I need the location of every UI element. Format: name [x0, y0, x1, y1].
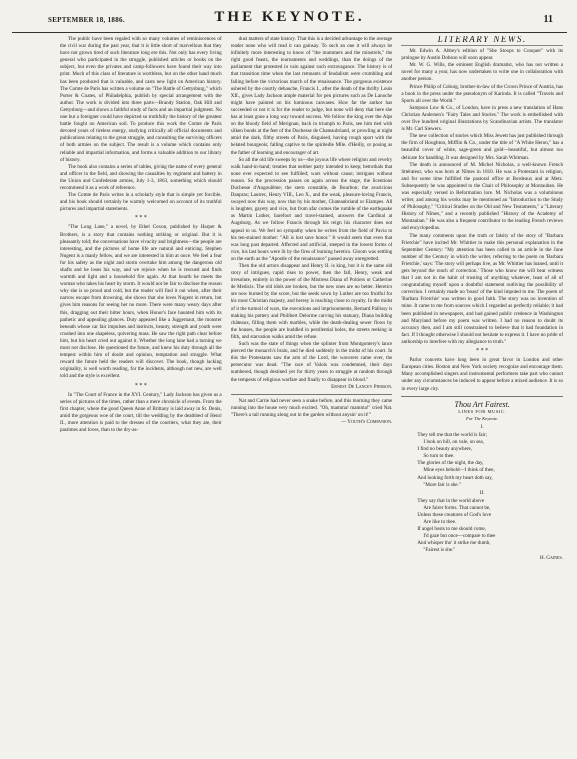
- poem-line: So turn to thee.: [423, 453, 455, 460]
- paragraph: "The Long Lane," a novel, by Ethel Coxon, published by Harper & Brothers, is a story that contains nothing striking or original. But it is pleasantly told; the conversations have vivacity and brightness—the people are interesting, and the pictures of home life are natural and enticing. Stephen Nugent is a manly fellow, and we are interested in him at once. We feel a fear for his safety as the night and storm overtake him among the dangerous old shafts and he loses his way, and we rejoice when he is rescued and finds warmth and light and a household fire again. At that hearth he meets the woman who takes his heart by storm. It would not be fair to disclose the reason why she is so proud and cold, but the reader will find it out when, after their narrow escape from drowning, she shows that she loves Nugent in return, but gives him reasons for seeing her no more. There were many weary days after this, dragging out their bitter hours, when Honor's face haunted him with its pathetic and appealing glances. Duty appeared like a Juggernaut, the monster beneath whose car fair impulses and instincts, beauty, strength and youth were crushed into one shapeless, quivering mass. He saw the right path clear before him, but his heart cried out against it. Whether the long lane had a turning we must not disclose. He questioned the future, and knew his duty through all the tempest within him of doubt and opinion, temptation and struggle. What reward the future held the readers will discover. The book, though lacking originality, is well worth reading, for the incidents, although not new, are well told and the style is excellent.: [60, 224, 222, 380]
- masthead: [12, 6, 567, 33]
- issue-date: SEPTEMBER 18, 1886.: [48, 16, 125, 24]
- poem-line: They say that in the world above: [417, 497, 485, 504]
- poem-line: Are like to thee.: [423, 519, 457, 526]
- poem-line: And whisper tho' it strike me dumb,: [417, 540, 491, 547]
- section-heading: LITERARY NEWS.: [401, 36, 563, 46]
- section-divider: * * *: [134, 215, 147, 222]
- poem-line: I find no beauty anywhere,: [417, 446, 473, 453]
- poem-line: They tell me that the world is fair;: [417, 431, 488, 438]
- poem-line: Mine eyes behold—I think of thee,: [423, 467, 495, 474]
- page-number: 11: [543, 14, 553, 25]
- paragraph: The book also contains a series of tables, giving the name of every general and officer in the field, and showing the casualties by regiment and battery in the Union and Confederate armies, July 1-3, 1863, something which should recommend it as a work of reference.: [60, 163, 222, 191]
- column-3: [401, 36, 563, 753]
- paragraph: Then the old actors disappear and Henry II. is king, but it is the same old story of intrigues, rapid rises to power, then the fall, Henry, weak and irresolute, entirely in the power of the Mistress Diana of Poitiers or Catherine de Medicis. The old idols are broken, but the new ones are no better. Heretics are now burned by the score, but the seeds sown by Luther are too fruitful for his most Christian majesty, and heresy is reaching close to royalty. In the midst of it the turmoil of wars, the executions and imprisonments, Bernard Pallissy is making his pottery and Philibert Delorme carving his statuary, Diana building châteaux, filling them with marbles, while the death-dealing sewer flows by the houses, the people are huddled in pestilential holes, the streets reeking in filth, and starvation walks amid the refuse.: [230, 263, 393, 340]
- anecdote: Nat and Carrie had never seen a snake before, and this morning they came running into the house very much excited. "Oh, mamma! mamma!" cried Nat. "There's a tail running along out in the garden without anysin' on it!": [230, 397, 393, 418]
- paragraph: Such was the state of things when the splinter from Montgomery's lance pierced the monarch's brain, and he died suddenly in the midst of his court. In this the Protestants saw the arm of the Lord, the waverers came over, the persecutor was dead. "The race of Valois was condemned, their days numbered, though destined yet for thirty years to struggle at random through the tempests of religious warfare and finally to disappear in blood.": [230, 341, 393, 383]
- paragraph: The Comte de Paris writes in a scholarly style that is simple yet forcible, and his book should certainly be warmly welcomed on account of its truthful pictures and impartial statements.: [60, 192, 222, 213]
- review-signature: Ernest De Lancey Pierson.: [331, 383, 393, 390]
- column-1: [60, 36, 222, 753]
- poem-dedication: For The Keynote.: [466, 415, 499, 421]
- poem-line: And looking forth my heart doth say,: [417, 474, 493, 481]
- news-item: Parlor concerts have long been in great favor in London and other European cities. Boston and New York society recognize and encourage them. Many accomplished singers and instrumental performers take part who cannot under any circumstances be induced to appear before a mixed audience. It is so in every large city.: [401, 357, 564, 392]
- news-item: The many comments upon the truth or falsity of the story of "Barbara Frietchie" have incited Mr. Whittier to make this personal explanation in the September Century: "My attention has been called to an article in the June number of the Century in which the writer, referring to the poem on 'Barbara Frietchie,' says: 'The story will perhaps live, as Mr. Whittier has loaned, until it gets beyond the reach of correction.' Those who know me will bear witness that I am not in the habit of trusting of anything whatever, least of all of congratulating myself upon a doubtful statement outliving the possibility of correction. I certainly made no 'boast' of the kind imputed to me. The poem of 'Barbara Frietchie' was written in good faith. The story was no invention of mine. It came to me from sources which I regarded as perfectly reliable; it had been published in newspapers, and had gained public credence in Washington and Maryland before my poem was written. I had no reason to doubt its accuracy then, and I am still constrained to believe that it had foundation in fact. If I thought otherwise I should not hesitate to express it. I have no pride of authorship to interfere with my allegiance to truth.": [401, 232, 564, 345]
- news-item: Prince Philip of Coburg, brother-in-law of the Crown Prince of Austria, has a book in the press under the pseudonym of Karinda. It is called "Travels and Sports all over the World.": [401, 83, 564, 104]
- divider-rule: [401, 396, 563, 397]
- paragraph: In "The Court of France in the XVI. Century," Lady Jackson has given us a series of pictures of the times, rather than a mere chronicle of events. From the first chapter, where the good Queen Anne of Brittany is laid away in St. Denis, amid the gorgeous woe of the court, till the wedding by the deathbed of Henri II., more attention is paid to the dresses of the courtiers, what they ate, their pastimes and loves, than to the dry-as-: [60, 391, 222, 434]
- paragraph: The public have been regaled with so many volumes of reminiscences of the civil war during the past year, that it is little short of marvellous that they have not grown tired of such literature long ere this. Not only has every living general who participated in the struggle, published articles or books on the subject, but even the privates and camp-followers have found their way into print. Much of this class of literature is worthless, but on the other hand much has been produced that is valuable, and casts new light on American history. The Comte de Paris has written a volume on "The Battle of Gettysburg," which Porter & Coates, of Philadelphia, publish by special arrangement with the author. The work is divided into three parts—Brandy Station, Oak Hill and Gettysburg—and shows a faithful study of facts and an impartial judgment. No one but a foreigner could have depicted so truthfully the history of the greatest battle fought on American soil. To produce this work the Comte de Paris devoted years of tireless energy, studying critically all official documents and publications relating to the great struggle, and consulting the surviving officers of both armies on the subject. The result is a volume which contains only reliable and impartial information, and forms a valuable addition to our library of history.: [60, 36, 222, 163]
- publication-title: THE KEYNOTE.: [214, 9, 365, 25]
- section-divider: * * *: [134, 382, 147, 389]
- poem-line: "Fairest is she.": [423, 547, 456, 554]
- divider-rule: [231, 394, 393, 395]
- poem-line: Are fairer forms. That cannot be,: [423, 504, 491, 511]
- poem-title: Thou Art Fairest.: [454, 399, 510, 409]
- news-item: The death is announced of M. Michel Nicholas, a well-known French littérateur, who was born at Nîmes in 1810. He was a Protestant in religion, and for some time fulfilled the pastoral office at Bordeaux and at Metz. Subsequently he was appointed to the Chair of Philosophy at Montauban. He was especially versed in Reformation lore. M. Nicholas was a voluminous writer, and among his works may be mentioned an "Introduction to the Study of Philosophy," "Critical Studies on the Old and New Testaments," a "Literary History of Nîmes," and a recently published "History of the Academy of Montauban." He was also a frequent contributor to the leading French reviews and encyclopedias.: [401, 161, 564, 232]
- news-item: Mr. W. G. Wills, the eminent English dramatist, who has not written a novel for many a year, has now undertaken to write one in collaboration with another person.: [401, 62, 564, 83]
- article-columns: [60, 36, 563, 753]
- poem-author: H. Gaines.: [540, 554, 564, 561]
- section-divider: * * *: [476, 348, 489, 355]
- news-item: Mr. Edwin A. Abbey's edition of "She Stoops to Conquer" with its prologue by Austin Dobson will soon appear.: [401, 48, 564, 62]
- paragraph: dust matters of state history. That this is a decided advantage to the average reader none who will read it can gainsay. To such an one it will always be infinitely more interesting to know of "the mummers and the minstrels," the right good feasts, the tournaments and weddings, than the doings of the parliament that protested in vain against such extravagance. The history is of that transition time when the last remnants of feudalism were crumbling and falling before the victorious march of the renaissance. The gorgeous existence ushered by the courtly debauche, Francis I., after the death of the thrifty Louis XII., gives Lady Jackson ample material for pen pictures such as De Lanoche might have painted on his luminous canvases. How far the author has succeeded or not it is for the reader to judge, but none will deny that here she has at least gone a long way toward success. We follow the king over the Alps on the bloody field of Merignan, back in triumph to Paris, see him tied with silken bonds at the feet of the Duchesse de Chateaubriand, or prowling at night amid the dark, filthy streets of Paris, disguised, having rough sport with the belated bourgeois; falling captive to the spiritedle Mlle. d'Heilly, or posing as the father of learning and encourager of art.: [230, 36, 393, 156]
- poem-line: I look on hill, on vale, on sea,: [423, 439, 484, 446]
- news-item: The new collection of stories which Miss Jewett has just published through the firm of Houghton, Mifflin & Co., under the title of "A White Heron," has a beautiful cover of white, sage-green and gold—beautiful, but almost too delicate for handling. It was designed by Mrs. Sarah Whitman.: [401, 133, 564, 161]
- anecdote-source: — Youth's Companion.: [341, 418, 393, 425]
- poem-subtitle: LINES FOR MUSIC.: [458, 408, 507, 414]
- news-item: Sampson Low & Co., of London, have in press a new translation of Hans Christian Andersen's "Fairy Tales and Stories." The work is embellished with over five hundred original illustrations by Scandinavian artists. The translator is Mr. Carl Siewers.: [401, 104, 564, 133]
- poem-line: "More fair is she.": [423, 481, 461, 488]
- column-2: [231, 36, 393, 753]
- paragraph: So all the old life sweeps by us—the joyous life where religion and revelry walk hand-in-hand; treaties that neither party intended to keep; betrothals that none ever expected to see fulfilled; wars without cause; intrigues without reason. So the procession passes on again across the stage, the licentious Duchesse d'Angoulême; the stern constable, de Bourbon; the avaricious Danpras; Lautrec, Henry VIII., Leo X., and the weak, pleasure-loving Francis, swayed now this way, now that by his mother, Chateaubriand or Elampes. All is laughter, gayety and vice, but from afar comes the rumble of the earthquake as Martin Luther, barefoot and travel-stained, answers the Cardinal at Augsburg. As we follow Francis through his reign his character does not appeal to us. We feel no sympathy when he writes from the field of Pavia to his ten-stained mother: "All is lost save honor." It would seem that even that was long past departed. Affected and artificial, steeped in the lowest forms of vice, his last hours were lit by the fires of burning heretics. Gloom was settling on the earth as the "Apostle of the renaissance" passed away unregretted.: [230, 156, 393, 262]
- stanza-number: II.: [479, 490, 485, 496]
- poem-line: If angel hosts to me should come,: [417, 526, 486, 533]
- poem-line: Unless these creatures of God's love: [417, 512, 492, 518]
- poem-line: I'd gaze but once—compare to thee: [423, 533, 496, 540]
- stanza-number: I.: [480, 424, 484, 430]
- poem-line: The glories of the night, the day,: [417, 460, 484, 467]
